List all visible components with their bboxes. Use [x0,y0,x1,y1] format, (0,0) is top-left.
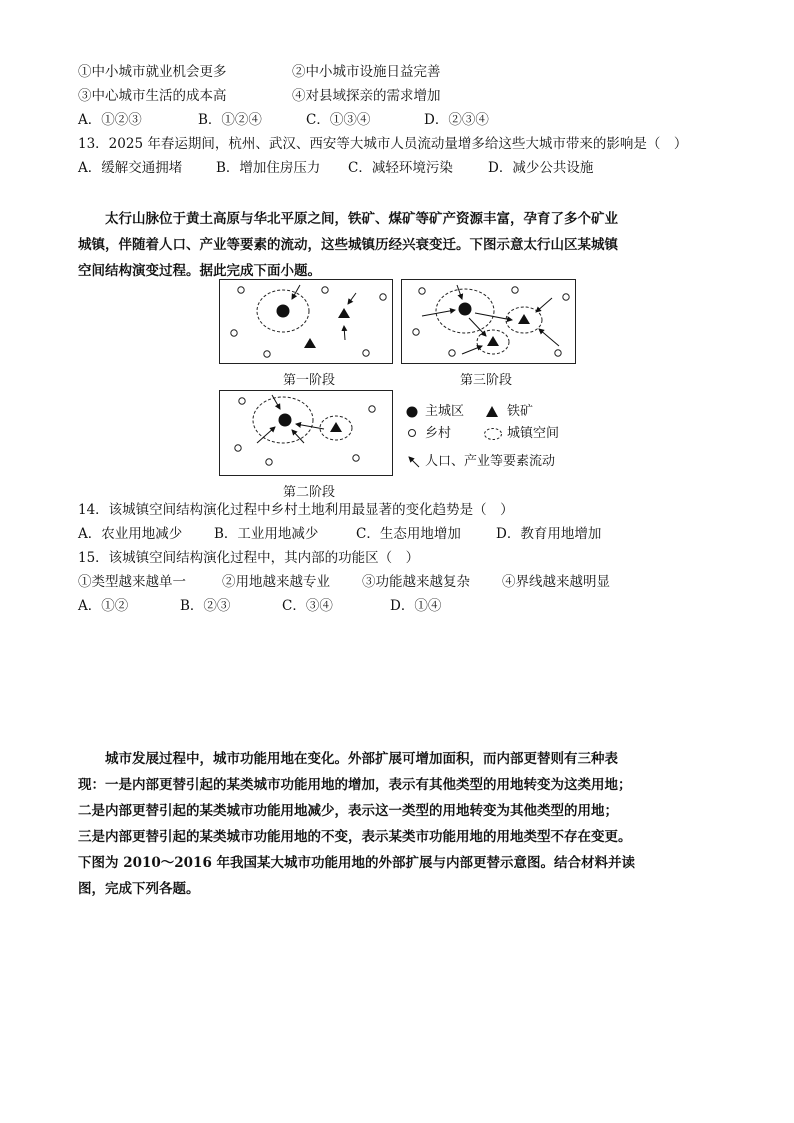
iron-mine-triangle [338,308,350,318]
q12-choice-a: A．①②③ [78,112,142,128]
material-urban-line-3: 二是内部更替引起的某类城市功能用地减少，表示这一类型的用地转变为其他类型的用地； [78,803,618,819]
stage-1-caption: 第一阶段 [283,373,336,388]
iron-mine-triangle [487,336,499,346]
q15-choice-a: A．①② [78,598,129,614]
q15-choice-d: D．①④ [390,598,442,614]
q14-stem: 14．该城镇空间结构演化过程中乡村土地利用最显著的变化趋势是（ ） [78,502,514,518]
village-circle [449,350,455,356]
legend-flow: 人口、产业等要素流动 [425,454,556,469]
village-circle [235,445,241,451]
village-circle [353,455,359,461]
q12-choice-b: B．①②④ [198,112,262,128]
material-taihang-line-3: 空间结构演变过程。据此完成下面小题。 [78,263,321,279]
main-city-dot [459,303,472,316]
material-taihang-line-1: 太行山脉位于黄土高原与华北平原之间，铁矿、煤矿等矿产资源丰富，孕育了多个矿业 [105,211,618,227]
main-city-legend-icon [405,405,419,419]
village-circle [264,351,270,357]
q14-choice-c: C．生态用地增加 [356,526,461,542]
village-circle [266,459,272,465]
main-city-dot [279,414,292,427]
q13-choice-c: C．减轻环境污染 [348,160,453,176]
stage-2-svg [220,391,392,475]
stage-2-caption: 第二阶段 [283,485,336,500]
village-circle [231,330,237,336]
flow-arrow [539,329,559,346]
flow-arrow [462,346,482,354]
village-circle [563,294,569,300]
material-urban-line-2: 现：一是内部更替引起的某类城市功能用地的增加，表示有其他类型的用地转变为这类用地； [78,777,632,793]
figure-legend [405,401,595,473]
q15-choice-b: B．②③ [180,598,231,614]
flow-arrow [457,285,462,299]
q12-choice-d: D．②③④ [424,112,489,128]
q14-choice-d: D．教育用地增加 [496,526,602,542]
stage-1-svg [220,280,392,363]
material-taihang [78,206,726,284]
village-circle [380,294,386,300]
material-urban-land [78,746,726,902]
q15-option-2: ②用地越来越专业 [222,574,330,590]
stage-3-caption: 第三阶段 [460,373,513,388]
q15-option-3: ③功能越来越复杂 [362,574,470,590]
flow-arrow [536,298,552,312]
q13-choice-d: D．减少公共设施 [488,160,594,176]
q14-choice-b: B．工业用地减少 [214,526,319,542]
q15-option-1: ①类型越来越单一 [78,574,186,590]
iron-mine-triangle [330,422,342,432]
town-space-legend-icon [483,427,505,441]
village-legend-icon [407,428,421,442]
q15-stem: 15．该城镇空间结构演化过程中，其内部的功能区（ ） [78,550,420,566]
q13-stem: 13．2025 年春运期间，杭州、武汉、西安等大城市人员流动量增多给这些大城市带来的影响是（ ） [78,136,688,152]
village-circle [322,287,328,293]
stage-3-diagram [401,279,576,364]
q13-choice-a: A．缓解交通拥堵 [78,160,183,176]
village-circle [238,287,244,293]
q15-option-4: ④界线越来越明显 [502,574,610,590]
iron-mine-triangle [304,338,316,348]
q12-option-2: ②中小城市设施日益完善 [292,64,441,80]
q14-choice-a: A．农业用地减少 [78,526,183,542]
flow-arrow [344,326,345,340]
village-circle [363,350,369,356]
flow-arrow [469,318,486,336]
material-urban-line-1: 城市发展过程中，城市功能用地在变化。外部扩展可增加面积，而内部更替则有三种表 [105,751,618,767]
material-urban-line-4: 三是内部更替引起的某类城市功能用地的不变，表示某类市功能用地的用地类型不存在变更。 [78,829,632,845]
village-circle [413,329,419,335]
iron-mine-legend-icon [485,405,499,419]
village-circle [555,350,561,356]
flow-arrow-legend-icon [405,453,421,469]
q15-choice-c: C．③④ [282,598,333,614]
flow-arrow [348,293,356,304]
q12-option-4: ④对县域探亲的需求增加 [292,88,441,104]
q12-option-1: ①中小城市就业机会更多 [78,64,227,80]
q12-option-3: ③中心城市生活的成本高 [78,88,227,104]
material-taihang-line-2: 城镇，伴随着人口、产业等要素的流动，这些城镇历经兴衰变迁。下图示意太行山区某城镇 [78,237,618,253]
legend-village: 乡村 [425,426,452,441]
village-circle [419,288,425,294]
q12-choice-c: C．①③④ [306,112,371,128]
legend-town-space: 城镇空间 [507,426,560,441]
material-urban-line-5: 下图为 2010～2016 年我国某大城市功能用地的外部扩展与内部更替示意图。结合材料并读 [78,855,636,871]
stage-3-svg [402,280,575,363]
legend-iron-mine: 铁矿 [507,404,534,419]
flow-arrow [422,310,455,316]
village-circle [512,287,518,293]
main-city-dot [277,305,290,318]
iron-mine-triangle [518,314,530,324]
village-circle [369,406,375,412]
material-urban-line-6: 图，完成下列各题。 [78,881,200,897]
stage-2-diagram [219,390,393,476]
stage-1-diagram [219,279,393,364]
village-circle [239,398,245,404]
legend-main-city: 主城区 [425,404,465,419]
q13-choice-b: B．增加住房压力 [216,160,321,176]
